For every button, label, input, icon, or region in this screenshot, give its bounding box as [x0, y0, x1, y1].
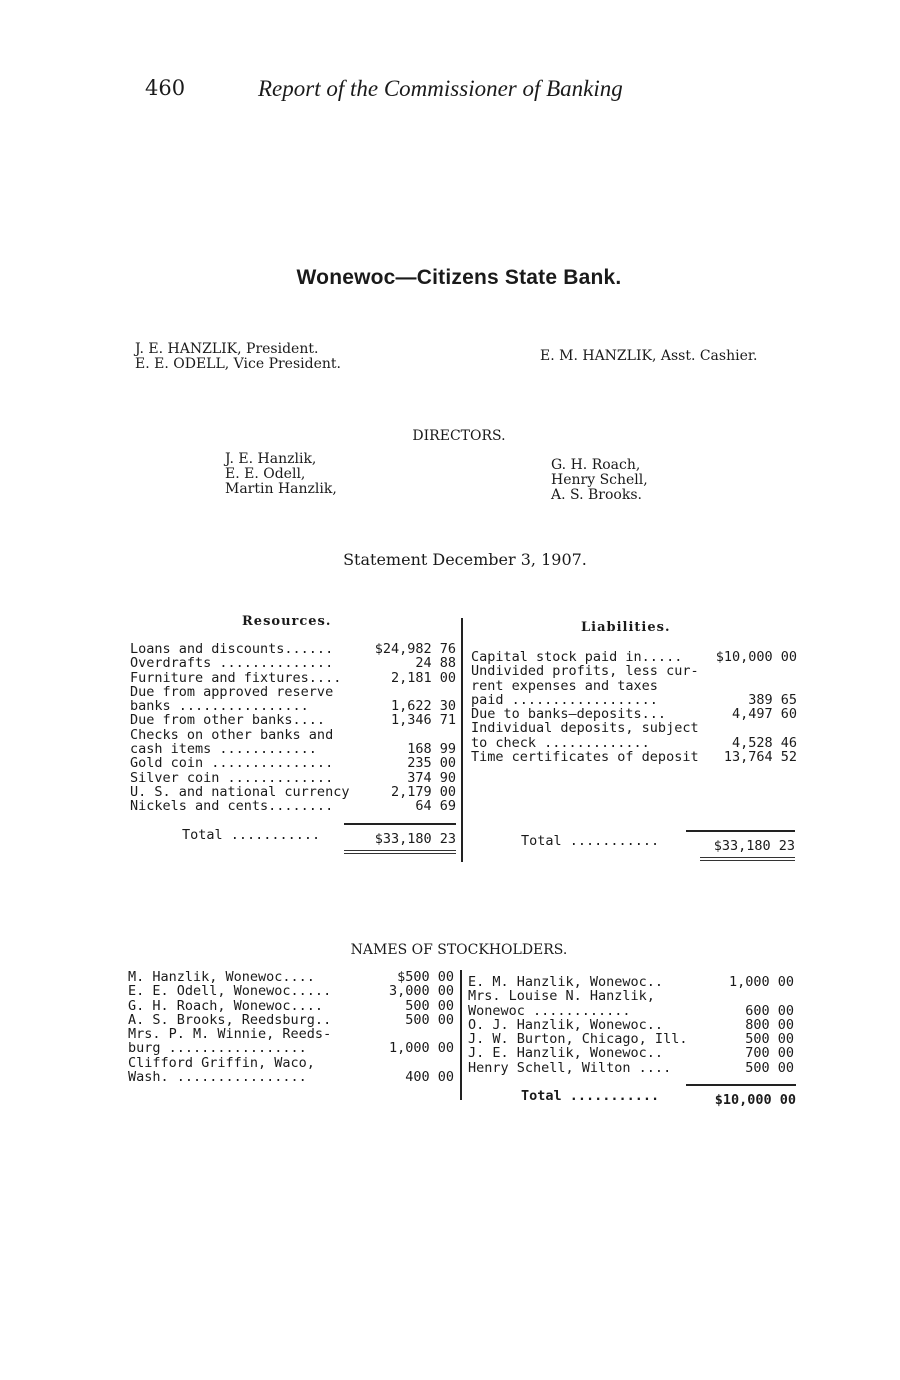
- liability-row: [471, 679, 797, 693]
- stockholder-row-amount: 500 00: [745, 1059, 794, 1076]
- director-name: A. S. Brooks.: [551, 487, 642, 503]
- resource-row-label: Due from approved reserve: [130, 683, 334, 700]
- stockholders-divider: [460, 970, 462, 1100]
- stockholder-row-amount: 500 00: [745, 1031, 794, 1048]
- stockholder-row-label: J. E. Hanzlik, Wonewoc..: [468, 1045, 664, 1062]
- liability-row-label: paid ..................: [471, 691, 658, 708]
- stockholder-row-label: E. M. Hanzlik, Wonewoc..: [468, 974, 664, 990]
- directors-left: [225, 452, 337, 497]
- resource-row-label: Gold coin ...............: [130, 755, 334, 772]
- stockholders-heading: NAMES OF STOCKHOLDERS.: [350, 942, 568, 958]
- liability-row: [471, 750, 797, 764]
- resource-row-label: Silver coin .............: [130, 769, 334, 786]
- liability-row: [471, 650, 797, 664]
- liability-row-label: Due to banks—deposits...: [471, 706, 667, 723]
- officers-left: [135, 342, 341, 372]
- stockholder-row-amount: 1,000 00: [388, 1040, 454, 1057]
- resource-row-label: Furniture and fixtures....: [130, 669, 342, 686]
- liability-row-label: Individual deposits, subject: [471, 720, 699, 737]
- stockholder-row-label: Wash. ................: [128, 1069, 307, 1086]
- stockholder-row: [128, 999, 454, 1013]
- resource-row-label: Due from other banks....: [130, 712, 326, 729]
- liability-row: [471, 721, 797, 735]
- stockholder-row: [128, 1041, 454, 1055]
- stockholder-row-label: M. Hanzlik, Wonewoc....: [128, 969, 315, 985]
- officer-vice-president: E. E. ODELL, Vice President.: [135, 356, 341, 372]
- stockholders-total-rule: [686, 1084, 796, 1086]
- director-name: Martin Hanzlik,: [225, 481, 337, 497]
- liability-row-amount: 4,528 46: [731, 734, 797, 751]
- stockholder-row-amount: $500 00: [397, 969, 454, 985]
- stockholder-row: [468, 1004, 794, 1018]
- liability-row: [471, 736, 797, 750]
- liabilities-list: [471, 650, 797, 764]
- liability-row-label: rent expenses and taxes: [471, 677, 658, 694]
- column-divider: [461, 618, 463, 862]
- director-name: J. E. Hanzlik,: [225, 451, 317, 467]
- resource-row: [130, 742, 456, 756]
- director-name: E. E. Odell,: [225, 466, 306, 482]
- resource-row-amount: 1,622 30: [390, 698, 456, 715]
- resource-row: [130, 671, 456, 685]
- director-name: G. H. Roach,: [551, 457, 641, 473]
- running-title: Report of the Commissioner of Banking: [258, 76, 623, 101]
- bank-title: Wonewoc—Citizens State Bank.: [296, 266, 622, 289]
- stockholder-row-amount: 400 00: [405, 1069, 454, 1086]
- stockholders-total-label: Total ...........: [521, 1088, 660, 1104]
- stockholder-row: [128, 1070, 454, 1084]
- liability-row-amount: 13,764 52: [723, 749, 797, 766]
- liability-row-label: Time certificates of deposit: [471, 749, 699, 766]
- stockholder-row-amount: 500 00: [405, 1011, 454, 1028]
- stockholder-row-amount: 800 00: [745, 1016, 794, 1033]
- resource-row-amount: 24 88: [415, 655, 456, 672]
- resource-row-amount: 1,346 71: [390, 712, 456, 729]
- resource-row-amount: 168 99: [407, 741, 456, 758]
- liability-row-label: Undivided profits, less cur-: [471, 663, 699, 680]
- stockholder-row: [468, 1032, 794, 1046]
- liabilities-total-label: Total ...........: [521, 833, 660, 849]
- liability-row-amount: $10,000 00: [715, 649, 797, 665]
- stockholder-row-label: Mrs. P. M. Winnie, Reeds-: [128, 1026, 332, 1043]
- resource-row: [130, 699, 456, 713]
- stockholder-row-label: E. E. Odell, Wonewoc.....: [128, 983, 332, 1000]
- resource-row: [130, 771, 456, 785]
- liabilities-heading: Liabilities.: [581, 620, 671, 635]
- resource-row-amount: 64 69: [415, 798, 456, 815]
- stockholder-row: [468, 1018, 794, 1032]
- stockholders-total-amount: $10,000 00: [714, 1092, 796, 1108]
- liability-row: [471, 707, 797, 721]
- resource-row-amount: 2,179 00: [390, 783, 456, 800]
- resources-list: [130, 642, 456, 814]
- liabilities-total-rule: [686, 830, 795, 832]
- resource-row-amount: 374 90: [407, 769, 456, 786]
- stockholder-row-amount: 500 00: [405, 997, 454, 1014]
- resource-row-label: banks ................: [130, 698, 309, 715]
- stockholders-left-list: [128, 970, 454, 1084]
- resource-row: [130, 713, 456, 727]
- resource-row-label: Overdrafts ..............: [130, 655, 334, 672]
- resource-row: [130, 728, 456, 742]
- stockholder-row-amount: 700 00: [745, 1045, 794, 1062]
- resource-row-label: cash items ............: [130, 741, 317, 758]
- stockholder-row-label: Clifford Griffin, Waco,: [128, 1054, 315, 1071]
- liability-row: [471, 693, 797, 707]
- liability-row-amount: 389 65: [748, 691, 797, 708]
- stockholder-row-label: O. J. Hanzlik, Wonewoc..: [468, 1016, 664, 1033]
- directors-right: [551, 458, 648, 503]
- director-name: Henry Schell,: [551, 472, 648, 488]
- stockholder-row-amount: 1,000 00: [728, 974, 794, 990]
- resource-row-label: Nickels and cents........: [130, 798, 334, 815]
- liability-row: [471, 664, 797, 678]
- liabilities-total-double-rule: [700, 857, 795, 861]
- liabilities-total-amount: $33,180 23: [713, 838, 795, 854]
- statement-title: Statement December 3, 1907.: [343, 550, 587, 569]
- resource-row-amount: $24,982 76: [374, 641, 456, 657]
- officer-asst-cashier: E. M. HANZLIK, Asst. Cashier.: [540, 348, 758, 364]
- stockholder-row-label: Mrs. Louise N. Hanzlik,: [468, 988, 655, 1005]
- resource-row-label: Loans and discounts......: [130, 641, 334, 657]
- stockholder-row: [468, 989, 794, 1003]
- stockholder-row: [128, 984, 454, 998]
- stockholder-row: [468, 975, 794, 989]
- stockholder-row: [468, 1061, 794, 1075]
- stockholder-row: [128, 1013, 454, 1027]
- stockholder-row: [128, 970, 454, 984]
- resource-row: [130, 642, 456, 656]
- page-number: 460: [145, 76, 186, 100]
- resource-row-amount: 2,181 00: [390, 669, 456, 686]
- liability-row-label: to check .............: [471, 734, 650, 751]
- stockholder-row-label: Wonewoc ............: [468, 1002, 631, 1019]
- stockholder-row-label: Henry Schell, Wilton ....: [468, 1059, 672, 1076]
- resource-row-amount: 235 00: [407, 755, 456, 772]
- resource-row-label: Checks on other banks and: [130, 726, 334, 743]
- stockholder-row-amount: 600 00: [745, 1002, 794, 1019]
- resource-row: [130, 656, 456, 670]
- stockholder-row: [128, 1027, 454, 1041]
- stockholder-row-label: G. H. Roach, Wonewoc....: [128, 997, 324, 1014]
- resource-row: [130, 785, 456, 799]
- resources-heading: Resources.: [242, 614, 332, 629]
- directors-heading: DIRECTORS.: [412, 428, 506, 444]
- resource-row-label: U. S. and national currency: [130, 783, 350, 800]
- stockholder-row-label: J. W. Burton, Chicago, Ill.: [468, 1031, 688, 1048]
- stockholder-row-label: burg .................: [128, 1040, 307, 1057]
- resources-total-double-rule: [344, 850, 456, 854]
- resources-total-rule: [344, 823, 456, 825]
- resource-row: [130, 756, 456, 770]
- stockholder-row-label: A. S. Brooks, Reedsburg..: [128, 1011, 332, 1028]
- stockholders-right-list: [468, 975, 794, 1075]
- stockholder-row-amount: 3,000 00: [388, 983, 454, 1000]
- resource-row: [130, 799, 456, 813]
- officer-president: J. E. HANZLIK, President.: [135, 341, 319, 357]
- resources-total-amount: $33,180 23: [374, 831, 456, 847]
- stockholder-row: [468, 1046, 794, 1060]
- liability-row-label: Capital stock paid in.....: [471, 649, 683, 665]
- resources-total-label: Total ...........: [182, 827, 321, 843]
- stockholder-row: [128, 1056, 454, 1070]
- resource-row: [130, 685, 456, 699]
- liability-row-amount: 4,497 60: [731, 706, 797, 723]
